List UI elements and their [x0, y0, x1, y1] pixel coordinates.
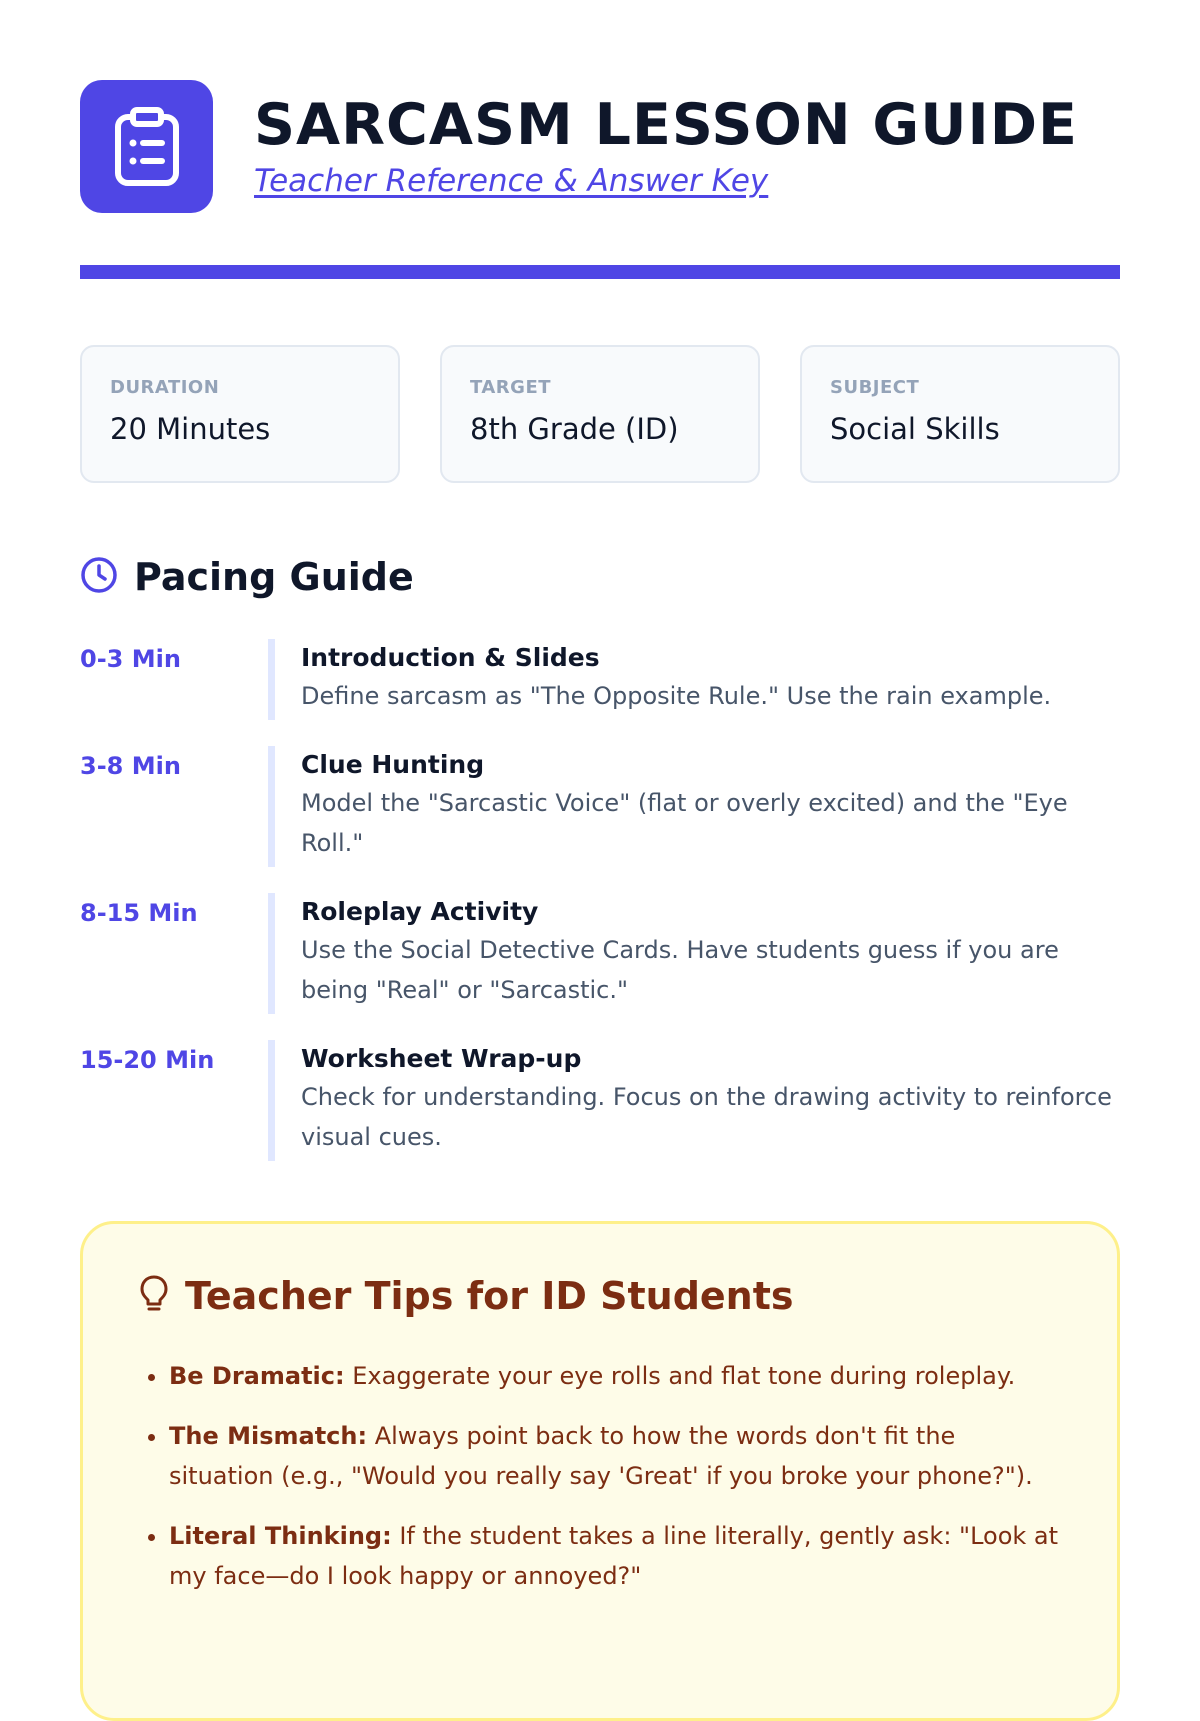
lightbulb-icon: [139, 1274, 169, 1318]
pacing-body: [268, 639, 1120, 720]
tips-title: Teacher Tips for ID Students: [185, 1274, 794, 1318]
page-subtitle: Teacher Reference & Answer Key: [254, 162, 769, 199]
tip-text: Exaggerate your eye rolls and flat tone during roleplay.: [344, 1362, 1016, 1390]
pacing-step-title: Worksheet Wrap-up: [301, 1044, 582, 1073]
tip-item: [169, 1416, 1061, 1496]
tip-item: [169, 1356, 1061, 1396]
meta-card-target: [440, 345, 760, 483]
clock-icon: [80, 556, 118, 598]
pacing-step-title: Roleplay Activity: [301, 897, 539, 926]
pacing-step-title: Introduction & Slides: [301, 643, 600, 672]
pacing-list: [80, 639, 1120, 1161]
meta-card-duration: [80, 345, 400, 483]
meta-value: 20 Minutes: [110, 412, 271, 446]
pacing-body: [268, 746, 1120, 867]
page-title: SARCASM LESSON GUIDE: [254, 92, 1078, 159]
pacing-row: [80, 639, 1120, 720]
tip-text: If the student takes a line literally, gently ask: "Look at my face—do I look happy or annoyed?": [169, 1522, 1059, 1590]
pacing-body: [268, 1040, 1120, 1161]
meta-cards: [80, 345, 1120, 483]
pacing-body: [268, 893, 1120, 1014]
pacing-row: [80, 893, 1120, 1014]
tip-lead: The Mismatch:: [169, 1422, 368, 1450]
pacing-time: 15-20 Min: [80, 1046, 215, 1074]
pacing-time: 8-15 Min: [80, 899, 198, 927]
tip-text: Always point back to how the words don't fit the situation (e.g., "Would you really say 'Great' if you broke your phone?").: [169, 1422, 1033, 1490]
meta-value: 8th Grade (ID): [470, 412, 679, 446]
pacing-step-desc: Check for understanding. Focus on the drawing activity to reinforce visual cues.: [301, 1083, 1112, 1151]
tip-lead: Be Dramatic:: [169, 1362, 345, 1390]
pacing-step-desc: Define sarcasm as "The Opposite Rule." Use the rain example.: [301, 682, 1052, 710]
pacing-row: [80, 1040, 1120, 1161]
teacher-tips-box: [80, 1221, 1120, 1721]
pacing-step-desc: Model the "Sarcastic Voice" (flat or overly excited) and the "Eye Roll.": [301, 789, 1068, 857]
pacing-row: [80, 746, 1120, 867]
pacing-step-desc: Use the Social Detective Cards. Have students guess if you are being "Real" or "Sarcastic.": [301, 936, 1059, 1004]
tip-item: [169, 1516, 1061, 1596]
pacing-time: 3-8 Min: [80, 752, 181, 780]
meta-label: SUBJECT: [830, 377, 920, 398]
pacing-time: 0-3 Min: [80, 645, 181, 673]
pacing-heading: [80, 555, 1120, 599]
pacing-title: Pacing Guide: [134, 555, 414, 599]
header: [80, 80, 1120, 213]
pacing-step-title: Clue Hunting: [301, 750, 485, 779]
tips-list: [139, 1356, 1061, 1596]
tip-lead: Literal Thinking:: [169, 1522, 392, 1550]
clipboard-list-icon: [80, 80, 213, 213]
header-divider: [80, 265, 1120, 279]
meta-label: DURATION: [110, 377, 220, 398]
meta-card-subject: [800, 345, 1120, 483]
tips-heading: [139, 1274, 1061, 1318]
meta-label: TARGET: [470, 377, 552, 398]
meta-value: Social Skills: [830, 412, 1000, 446]
